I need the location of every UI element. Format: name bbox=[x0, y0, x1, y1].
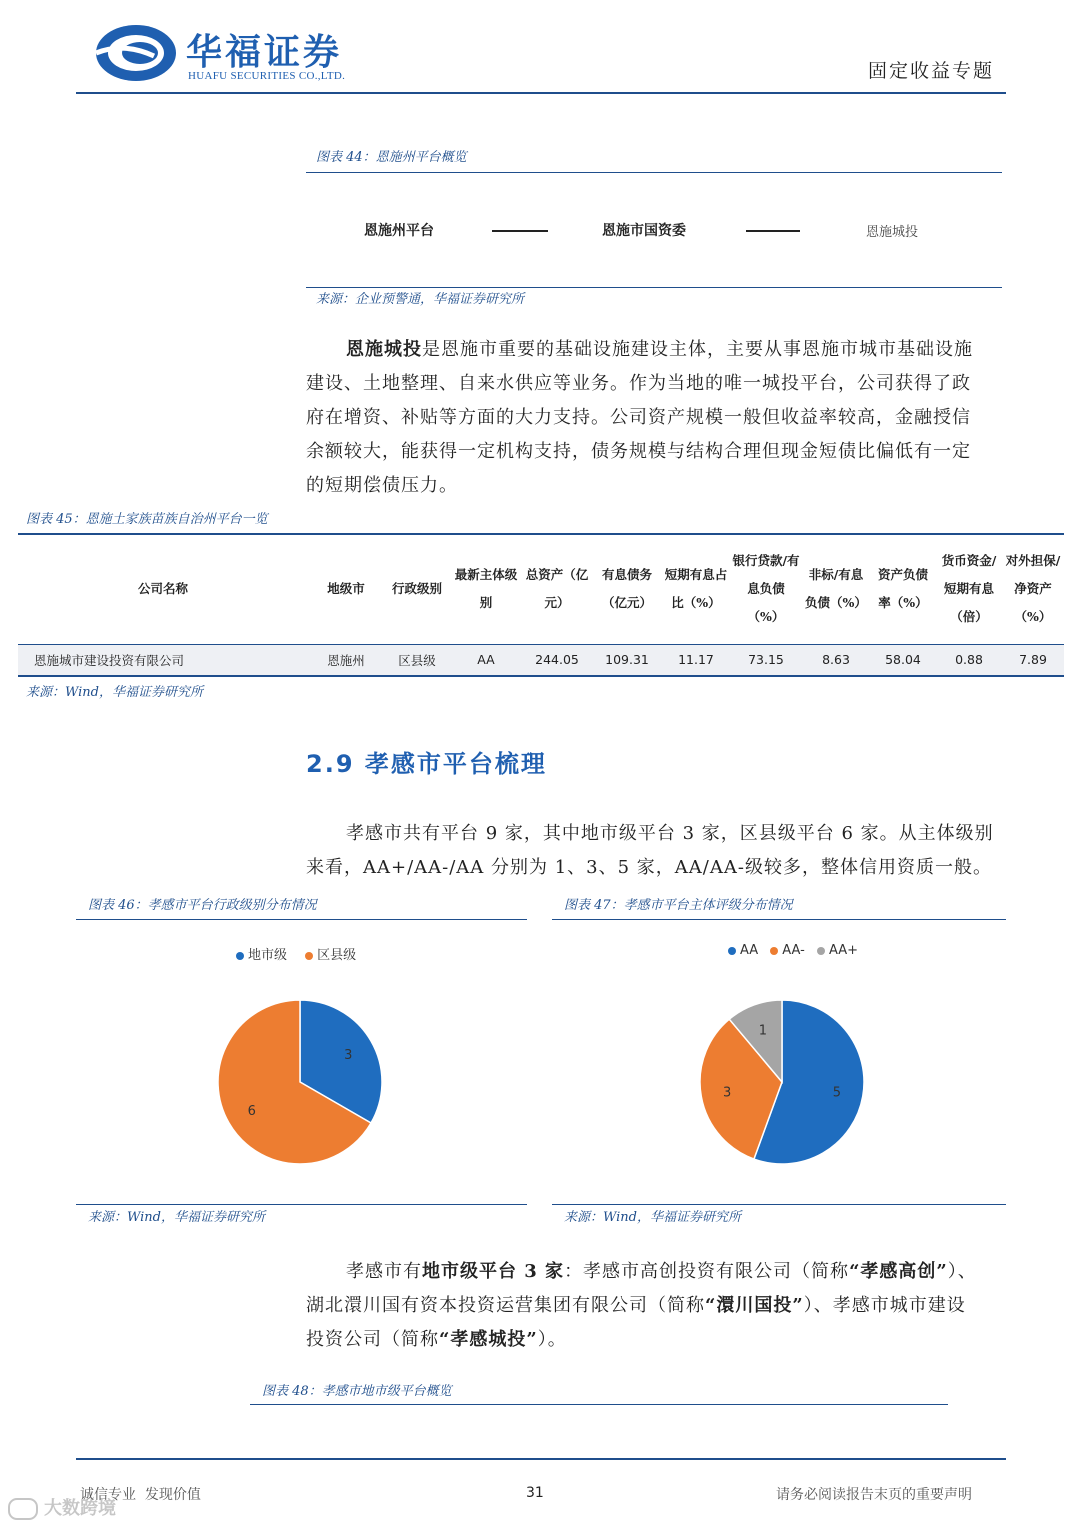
fig45-table bbox=[18, 533, 1064, 677]
fig46-legend bbox=[236, 944, 356, 963]
fig48-top-rule bbox=[250, 1404, 948, 1405]
table-cell: 244.05 bbox=[535, 652, 579, 667]
legend-swatch bbox=[770, 947, 778, 955]
fig44-node-1: 恩施州平台 bbox=[364, 223, 434, 239]
legend-swatch bbox=[236, 952, 244, 960]
para2-line2: 来看，AA+/AA-/AA 分别为 1、3、5 家，AA/AA-级较多，整体信用资质一般。 bbox=[306, 857, 992, 878]
legend-item: 区县级 bbox=[305, 948, 356, 963]
table-cell: 恩施州 bbox=[327, 652, 365, 668]
table-cell: AA bbox=[477, 652, 495, 667]
col-header: 总资产（亿元） bbox=[525, 567, 589, 611]
para1-lead: 恩施城投 bbox=[346, 339, 422, 360]
table-cell: 7.89 bbox=[1019, 652, 1047, 667]
header-rule bbox=[76, 92, 1006, 94]
col-header: 公司名称 bbox=[137, 581, 188, 597]
fig44-node-3: 恩施城投 bbox=[866, 225, 919, 240]
fig46-pie-chart bbox=[210, 992, 390, 1172]
col-header: 对外担保/净资产（%） bbox=[1005, 553, 1061, 625]
table-cell: 0.88 bbox=[955, 652, 983, 667]
logo-emblem-icon bbox=[94, 22, 178, 84]
fig44-source: 来源：企业预警通，华福证券研究所 bbox=[316, 292, 525, 307]
col-header: 银行贷款/有息负债（%） bbox=[732, 553, 800, 625]
col-header: 行政级别 bbox=[391, 581, 442, 597]
table-cell: 恩施城市建设投资有限公司 bbox=[34, 652, 185, 668]
col-header: 有息债务（亿元） bbox=[601, 567, 652, 611]
legend-item: AA- bbox=[770, 943, 805, 958]
fig44-connector-1 bbox=[492, 230, 548, 232]
fig47-bottom-rule bbox=[552, 1204, 1006, 1205]
col-header: 非标/有息负债（%） bbox=[805, 567, 867, 611]
fig47-pie-chart bbox=[692, 992, 872, 1172]
para1-line1: 是恩施市重要的基础设施建设主体，主要从事恩施市城市基础设施 bbox=[422, 339, 973, 360]
col-header: 最新主体级别 bbox=[454, 567, 518, 611]
page-number: 31 bbox=[526, 1485, 544, 1501]
fig44-caption: 图表 44：恩施州平台概览 bbox=[316, 150, 467, 165]
para1-line3: 府在增资、补贴等方面的大力支持。公司资产规模一般但收益率较高，金融授信 bbox=[306, 407, 971, 428]
para1-line4: 余额较大，能获得一定机构支持，债务规模与结构合理但现金短债比偏低有一定 bbox=[306, 441, 971, 462]
watermark-icon bbox=[8, 1498, 38, 1520]
col-header: 资产负债率（%） bbox=[877, 567, 928, 611]
footer-rule bbox=[76, 1458, 1006, 1460]
legend-swatch bbox=[817, 947, 825, 955]
legend-item: 地市级 bbox=[236, 948, 287, 963]
fig46-top-rule bbox=[76, 919, 527, 920]
logo-cn-text: 华福证券 bbox=[186, 32, 343, 73]
fig44-connector-2 bbox=[746, 230, 800, 232]
fig47-legend bbox=[728, 943, 858, 958]
table-cell: 8.63 bbox=[822, 652, 850, 667]
table-cell: 区县级 bbox=[398, 652, 436, 668]
col-header: 地级市 bbox=[327, 581, 365, 597]
col-header: 短期有息占比（%） bbox=[664, 567, 728, 611]
footer-slogan: 诚信专业 发现价值 bbox=[80, 1487, 201, 1503]
fig44-top-rule bbox=[306, 172, 1002, 173]
footer-disclaimer: 请务必阅读报告末页的重要声明 bbox=[776, 1487, 972, 1503]
para1-line2: 建设、土地整理、自来水供应等业务。作为当地的唯一城投平台，公司获得了政 bbox=[306, 373, 971, 394]
col-header: 货币资金/短期有息（倍） bbox=[941, 553, 997, 625]
fig47-caption: 图表 47：孝感市平台主体评级分布情况 bbox=[564, 898, 793, 913]
pie-data-label: 5 bbox=[832, 1085, 842, 1101]
fig44-node-2: 恩施市国资委 bbox=[602, 223, 686, 239]
pie-data-label: 6 bbox=[247, 1103, 256, 1119]
para1 bbox=[306, 333, 1006, 503]
fig47-source: 来源：Wind，华福证券研究所 bbox=[564, 1210, 741, 1225]
fig45-caption: 图表 45：恩施土家族苗族自治州平台一览 bbox=[26, 512, 268, 527]
para1-line5: 的短期偿债压力。 bbox=[306, 475, 458, 496]
fig46-bottom-rule bbox=[76, 1204, 527, 1205]
watermark: 大数跨境 bbox=[8, 1494, 116, 1520]
fig46-caption: 图表 46：孝感市平台行政级别分布情况 bbox=[88, 898, 317, 913]
logo bbox=[94, 22, 394, 86]
table-row bbox=[18, 644, 1064, 676]
pie-data-label: 3 bbox=[722, 1085, 732, 1101]
table-cell: 109.31 bbox=[605, 652, 649, 667]
fig45-source: 来源：Wind，华福证券研究所 bbox=[26, 685, 203, 700]
section-label: 固定收益专题 bbox=[868, 60, 995, 82]
para3: 孝感市有地市级平台 3 家：孝感市高创投资有限公司（简称“孝感高创”）、 湖北澴川国有资本投资运营集团有限公司（简称“澴川国投”）、孝感市城市建设 投资公司（简称“孝感城投”）。 bbox=[306, 1261, 977, 1350]
para2 bbox=[306, 817, 1006, 885]
legend-item: AA bbox=[728, 943, 758, 958]
pie-data-label: 1 bbox=[758, 1023, 768, 1039]
table-cell: 73.15 bbox=[748, 652, 784, 667]
legend-swatch bbox=[728, 947, 736, 955]
table-cell: 58.04 bbox=[885, 652, 921, 667]
fig47-top-rule bbox=[552, 919, 1006, 920]
legend-swatch bbox=[305, 952, 313, 960]
fig46-source: 来源：Wind，华福证券研究所 bbox=[88, 1210, 265, 1225]
table-cell: 11.17 bbox=[678, 652, 714, 667]
pie-data-label: 3 bbox=[344, 1048, 353, 1064]
logo-en-text: HUAFU SECURITIES CO.,LTD. bbox=[188, 70, 346, 82]
fig48-caption: 图表 48：孝感市地市级平台概览 bbox=[262, 1384, 452, 1399]
section-title: 2.9 孝感市平台梳理 bbox=[306, 750, 547, 778]
legend-item: AA+ bbox=[817, 943, 858, 958]
para2-line1: 孝感市共有平台 9 家，其中地市级平台 3 家，区县级平台 6 家。从主体级别 bbox=[346, 823, 994, 844]
